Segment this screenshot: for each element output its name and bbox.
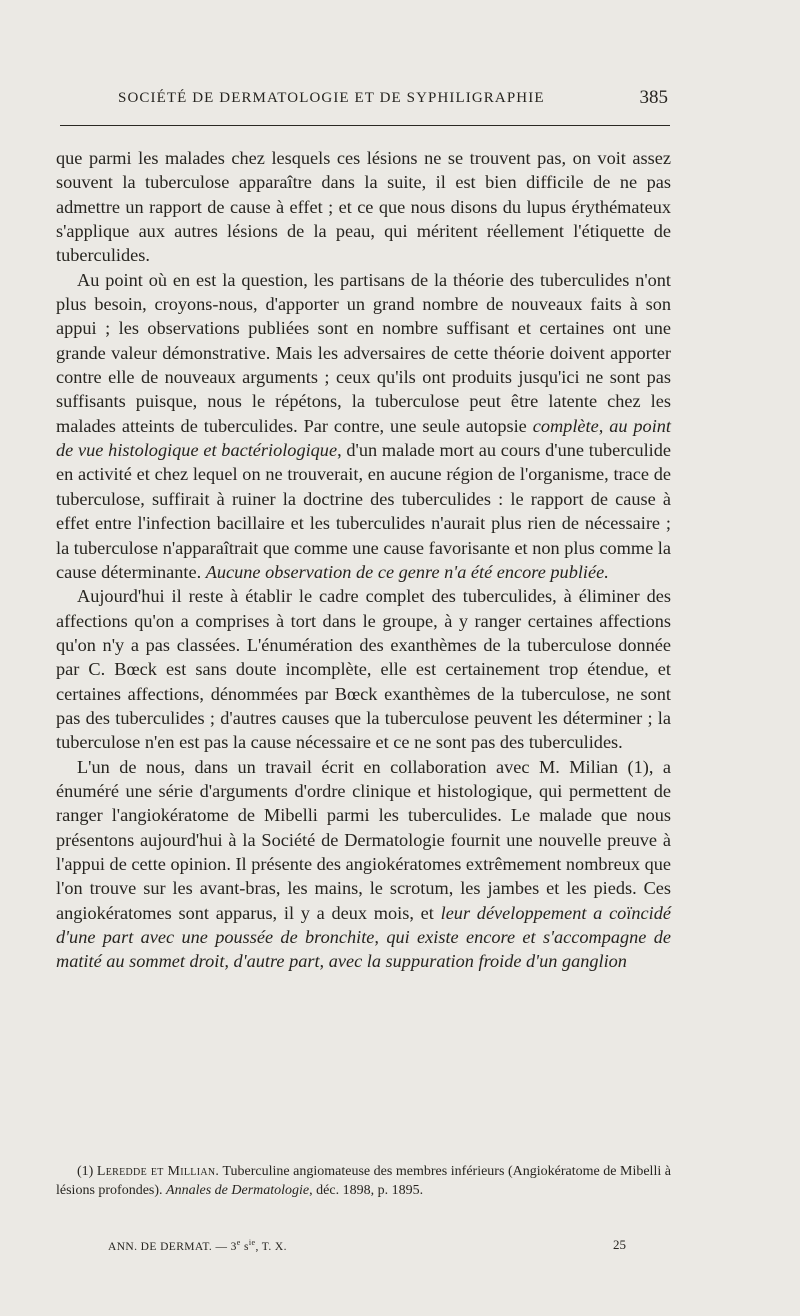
- paragraph-2: [56, 268, 671, 584]
- footnote: [56, 1162, 671, 1200]
- paragraph-4: [56, 755, 671, 974]
- footnote-text-b: , déc. 1898, p. 1895.: [309, 1183, 424, 1198]
- footnote-marker: (1): [77, 1164, 94, 1179]
- page-header: [118, 87, 670, 116]
- signature-line: [108, 1238, 287, 1253]
- footnote-journal: Annales de Dermatologie: [166, 1183, 310, 1198]
- signature-part-a: ANN. DE DERMAT. — 3: [108, 1240, 237, 1253]
- signature-sup-a: e: [236, 1238, 241, 1247]
- paragraph-3-text: Aujourd'hui il reste à établir le cadre complet des tuberculides, à éliminer des affections qu'on a comprises à tort dans le groupe, à y ranger certaines affections qu'on n'y a pas classées. L'énumération des exanthèmes de la tuberculose donnée par C. Bœck est sans doute incomplète, elle est certainement trop étendue, et certaines affections, dénommées par Bœck exanthèmes de la tuberculose, ne sont pas des tuberculides ; d'autres causes que la tuberculose peuvent les déterminer ; la tuberculose n'en est pas la cause nécessaire et ce ne sont pas des tuberculides.: [56, 586, 671, 753]
- paragraph-4-text-a: L'un de nous, dans un travail écrit en collaboration avec M. Milian (1), a énuméré une série d'arguments d'ordre clinique et histologique, qui permettent de ranger l'angiokératome de Mibelli parmi les tuberculides. Le malade que nous présentons aujourd'hui à la Société de Dermatologie fournit une nouvelle preuve à l'appui de cette opinion. Il présente des angiokératomes extrêmement nombreux que l'on trouve sur les avant-bras, les mains, le scrotum, les jambes et les pieds. Ces angiokératomes sont apparus, il y a deux mois, et: [56, 756, 672, 923]
- running-head: SOCIÉTÉ DE DERMATOLOGIE ET DE SYPHILIGRAPHIE: [118, 90, 545, 106]
- paragraph-2-italic-b: Aucune observation de ce genre n'a été encore publiée.: [205, 561, 609, 582]
- footnote-text-a: Tuberculine angiomateuse des membres inférieurs (Angiokératome de Mibelli à lésions profondes).: [56, 1164, 671, 1198]
- signature-part-c: , T. X.: [255, 1240, 287, 1253]
- paragraph-3: [56, 584, 671, 754]
- signature-part-b: s: [240, 1240, 249, 1253]
- footnote-authors: Leredde et Millian.: [96, 1164, 220, 1179]
- paragraph-2-text-b: , d'un malade mort au cours d'une tuberculide en activité et chez lequel on ne trouverait, en aucune région de l'organisme, trace de tuberculose, suffirait à ruiner la doctrine des tuberculides : le rapport de cause à effet entre l'infection bacillaire et les tuberculides n'aurait plus rien de nécessaire ; la tuberculose n'apparaîtrait que comme une cause favorisante et non plus comme la cause déterminante.: [56, 440, 671, 582]
- paragraph-4-italic-a: leur développement a coïncidé d'une part avec une poussée de bronchite, qui existe encore et s'accompagne de matité au sommet droit, d'autre part, avec la suppuration froide d'un ganglion: [56, 902, 671, 972]
- paragraph-1: [56, 146, 671, 268]
- paragraph-2-italic-a: complète, au point de vue histologique et bactériologique: [56, 415, 671, 461]
- header-rule: [60, 125, 670, 126]
- footnote-1: [56, 1162, 671, 1200]
- paragraph-1-text: que parmi les malades chez lesquels ces lésions ne se trouvent pas, on voit assez souvent la tuberculose apparaître dans la suite, il est bien difficile de ne pas admettre un rapport de cause à effet ; et ce que nous disons du lupus érythémateux s'applique aux autres lésions de la peau, qui méritent réellement l'étiquette de tuberculides.: [56, 148, 671, 266]
- signature-sup-b: ie: [248, 1238, 256, 1247]
- paragraph-2-text-a: Au point où en est la question, les partisans de la théorie des tuberculides n'ont plus besoin, croyons-nous, d'apporter un grand nombre de nouveaux faits à son appui ; les observations publiées sont en nombre suffisant et certaines ont une grande valeur démonstrative. Mais les adversaires de cette théorie doivent apporter contre elle de nouveaux arguments ; ceux qu'ils ont produits jusqu'ici ne sont pas suffisants puisque, nous le répétons, la tuberculose peut être latente chez les malades atteints de tuberculides. Par contre, une seule autopsie: [56, 269, 671, 436]
- page-number: 385: [639, 87, 668, 108]
- body-text: [56, 146, 671, 974]
- sheet-number: 25: [613, 1237, 626, 1252]
